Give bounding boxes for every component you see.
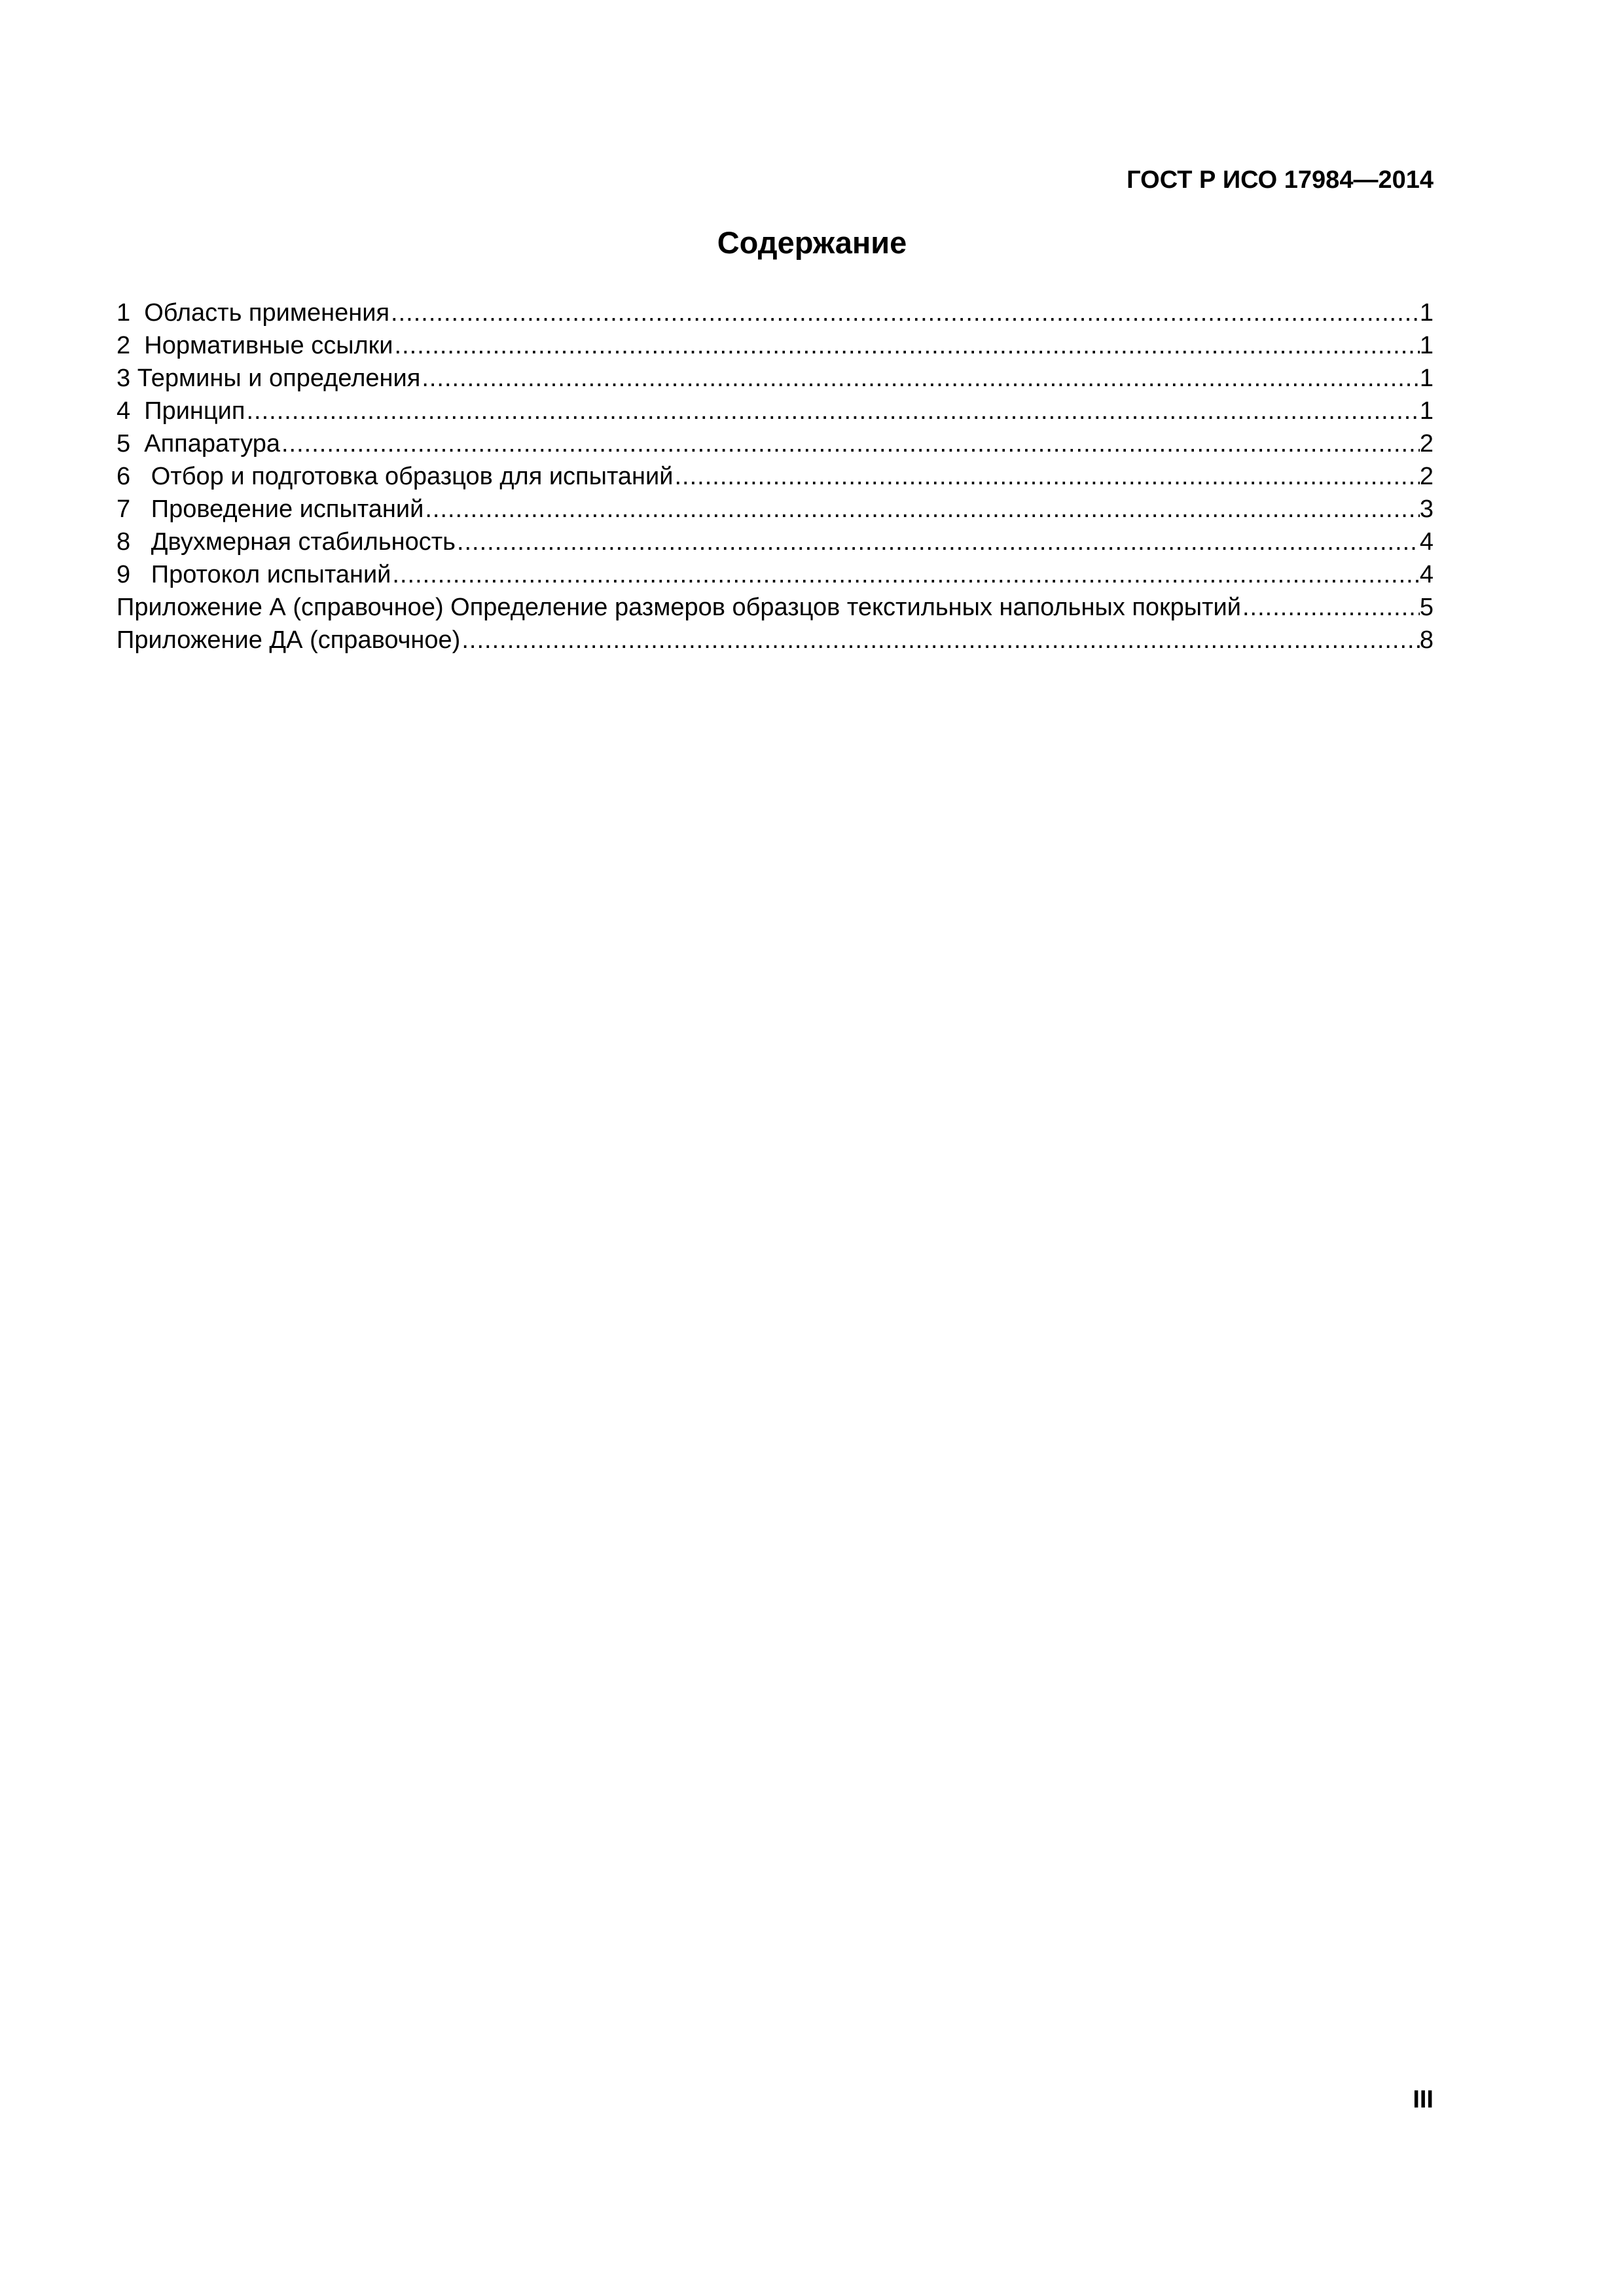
toc-entry-annex-a[interactable]: [117, 591, 1434, 624]
toc-entry-page: 5: [1419, 594, 1434, 621]
toc-entry-apparatus[interactable]: [117, 427, 1434, 460]
toc-dot-leader: [460, 624, 1420, 656]
toc-entry-page: 1: [1419, 397, 1434, 425]
toc-entry-text: 5 Аппаратура: [117, 430, 280, 457]
toc-dot-leader: [393, 329, 1420, 362]
toc-entry-test-report[interactable]: [117, 558, 1434, 591]
toc-entry-annex-da[interactable]: [117, 624, 1434, 656]
toc-entry-normative-references[interactable]: [117, 329, 1434, 362]
toc-entry-page: 1: [1419, 365, 1434, 392]
toc-entry-dimensional-stability[interactable]: [117, 526, 1434, 558]
toc-entry-page: 8: [1419, 626, 1434, 654]
toc-entry-terms-definitions[interactable]: [117, 362, 1434, 395]
toc-dot-leader: [389, 296, 1420, 329]
toc-entry-page: 3: [1419, 495, 1434, 523]
toc-entry-text: 8 Двухмерная стабильность: [117, 528, 456, 556]
toc-dot-leader: [424, 493, 1420, 526]
toc-entry-page: 1: [1419, 299, 1434, 327]
toc-entry-page: 4: [1419, 528, 1434, 556]
toc-entry-text: 7 Проведение испытаний: [117, 495, 424, 523]
toc-entry-page: 1: [1419, 332, 1434, 359]
toc-dot-leader: [420, 362, 1420, 395]
toc-entry-text: 1 Область применения: [117, 299, 390, 327]
toc-dot-leader: [391, 558, 1419, 591]
toc-dot-leader: [674, 460, 1420, 493]
toc-entry-text: Приложение ДА (справочное): [117, 626, 461, 654]
document-standard-code: ГОСТ Р ИСО 17984—2014: [1127, 166, 1434, 194]
toc-entry-scope[interactable]: [117, 296, 1434, 329]
toc-entry-page: 4: [1419, 561, 1434, 588]
toc-entry-page: 2: [1419, 463, 1434, 490]
toc-entry-sampling[interactable]: [117, 460, 1434, 493]
toc-dot-leader: [456, 526, 1420, 558]
table-of-contents: [117, 296, 1434, 656]
toc-entry-page: 2: [1419, 430, 1434, 457]
toc-entry-text: 2 Нормативные ссылки: [117, 332, 393, 359]
toc-entry-text: 3 Термины и определения: [117, 365, 421, 392]
toc-entry-text: 6 Отбор и подготовка образцов для испытаний: [117, 463, 674, 490]
toc-dot-leader: [1241, 591, 1420, 624]
toc-entry-text: 4 Принцип: [117, 397, 245, 425]
toc-entry-test-procedure[interactable]: [117, 493, 1434, 526]
page-number: III: [1413, 2086, 1434, 2113]
toc-entry-principle[interactable]: [117, 395, 1434, 427]
toc-dot-leader: [280, 427, 1420, 460]
toc-entry-text: Приложение А (справочное) Определение размеров образцов текстильных напольных покрытий: [117, 594, 1241, 621]
toc-entry-text: 9 Протокол испытаний: [117, 561, 391, 588]
toc-title: Содержание: [717, 225, 907, 260]
toc-dot-leader: [245, 395, 1419, 427]
